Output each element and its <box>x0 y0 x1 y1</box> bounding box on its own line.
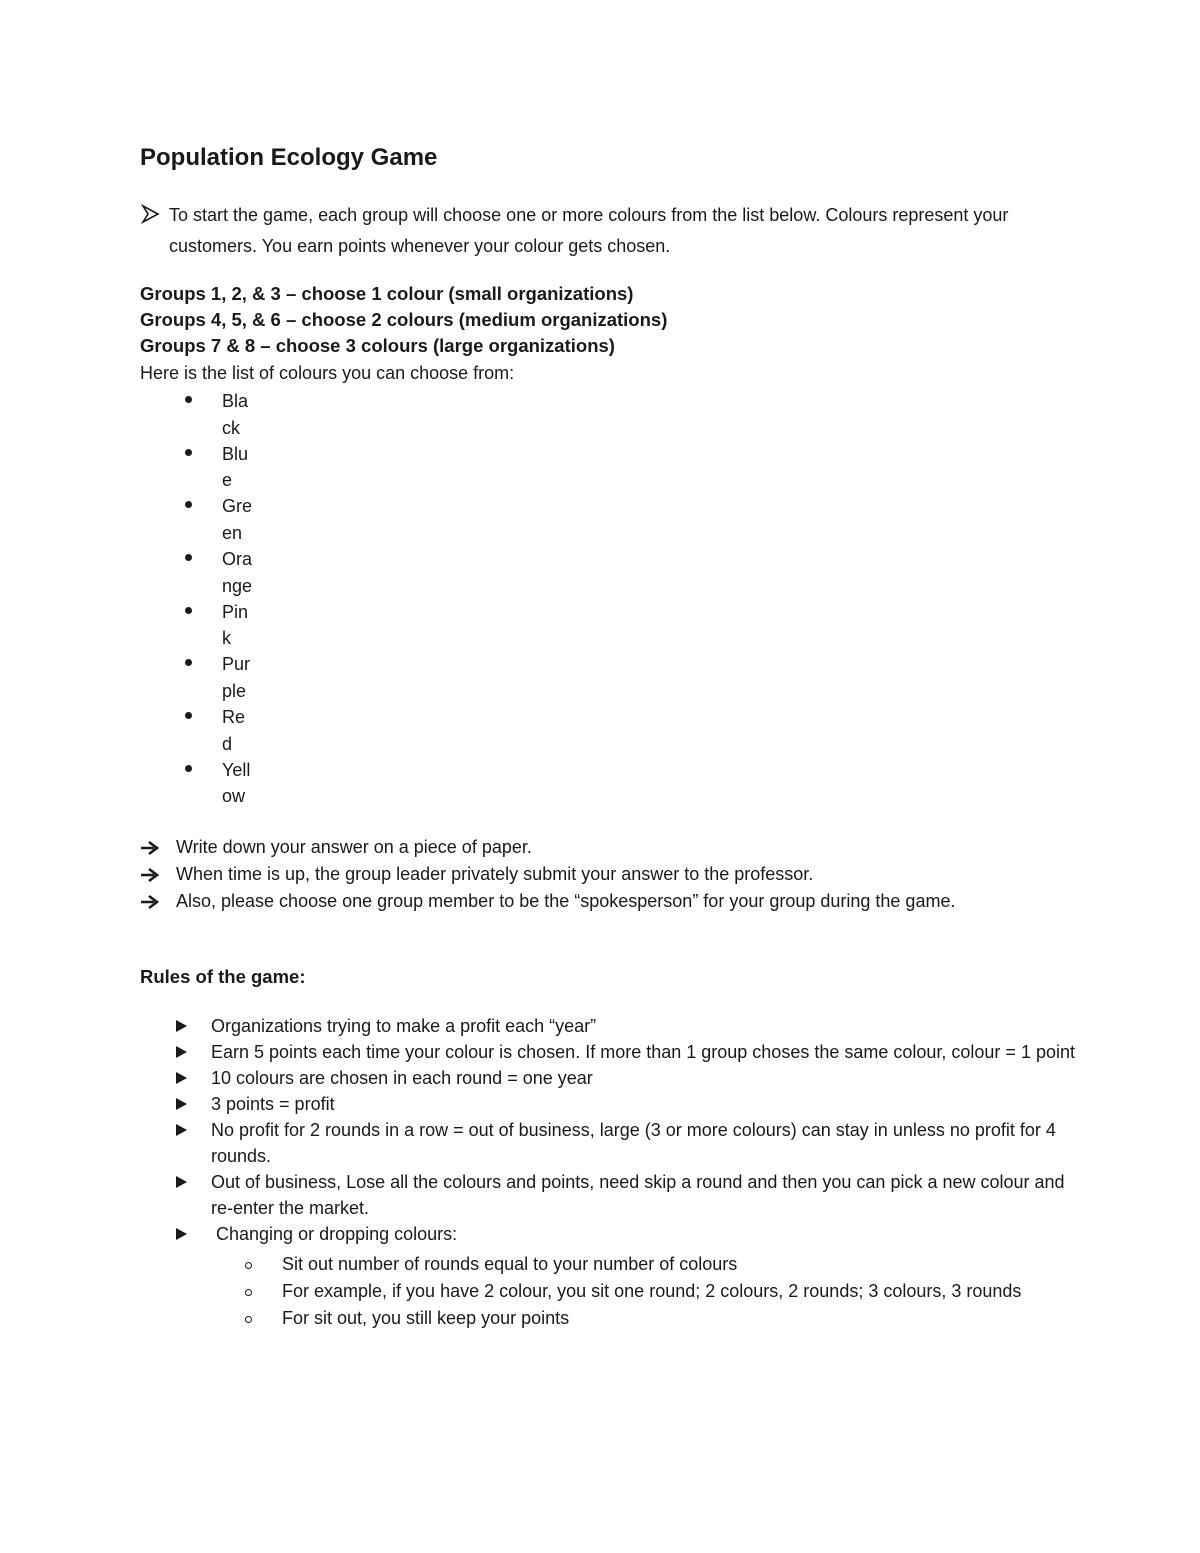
subrule-text: Sit out number of rounds equal to your number of colours <box>282 1254 738 1274</box>
color-name: Black <box>222 391 249 438</box>
rules-list <box>175 1013 1075 1332</box>
filled-dot-icon <box>185 607 192 614</box>
subrules-list <box>175 1251 1075 1331</box>
hollow-circle-icon <box>245 1316 252 1323</box>
hollow-circle-icon <box>245 1262 252 1269</box>
intro-paragraph <box>140 200 1080 262</box>
color-name: Purple <box>222 654 251 701</box>
rule-text: Changing or dropping colours: <box>211 1224 458 1244</box>
group-line: Groups 4, 5, & 6 – choose 2 colours (medium organizations) <box>140 309 668 330</box>
color-name: Blue <box>222 443 249 491</box>
rule-item <box>175 1065 1075 1091</box>
page-title: Population Ecology Game <box>140 144 438 171</box>
rule-text: 3 points = profit <box>211 1094 335 1114</box>
color-name: Red <box>222 707 246 754</box>
rule-text: 10 colours are chosen in each round = one year <box>211 1068 593 1088</box>
step-text: Also, please choose one group member to be the “spokesperson” for your group during the game. <box>176 891 956 911</box>
color-name: Yellow <box>222 759 251 807</box>
step-item <box>140 834 955 861</box>
filled-dot-icon <box>185 449 192 456</box>
step-text: When time is up, the group leader privately submit your answer to the professor. <box>176 864 814 884</box>
triangle-right-icon <box>175 1228 188 1240</box>
rule-item <box>175 1117 1075 1169</box>
filled-dot-icon <box>185 501 192 508</box>
triangle-right-icon <box>175 1124 188 1136</box>
subrule-item <box>175 1305 1075 1331</box>
rules-heading: Rules of the game: <box>140 966 306 987</box>
filled-dot-icon <box>185 712 192 719</box>
step-item <box>140 888 955 915</box>
rule-item <box>175 1013 1075 1039</box>
filled-dot-icon <box>185 659 192 666</box>
rule-text: Out of business, Lose all the colours and points, need skip a round and then you can pick a new colour and re-enter the market. <box>211 1172 1065 1218</box>
color-name: Pink <box>222 601 249 649</box>
subrule-text: For sit out, you still keep your points <box>282 1308 570 1328</box>
subrule-item <box>175 1251 1075 1277</box>
group-line: Groups 1, 2, & 3 – choose 1 colour (small organizations) <box>140 283 634 304</box>
subrule-item <box>175 1278 1075 1304</box>
instruction-steps <box>140 834 955 915</box>
intro-text: To start the game, each group will choose one or more colours from the list below. Colours represent your customers. You earn points whenever your colour gets chosen. <box>169 205 1009 256</box>
triangle-right-icon <box>175 1072 188 1084</box>
filled-dot-icon <box>185 396 192 403</box>
color-list-heading: Here is the list of colours you can choose from: <box>140 363 515 383</box>
right-arrow-icon <box>140 840 162 856</box>
rule-item <box>175 1091 1075 1117</box>
group-line: Groups 7 & 8 – choose 3 colours (large organizations) <box>140 335 615 356</box>
rule-item <box>175 1221 1075 1331</box>
rule-item <box>175 1039 1075 1065</box>
triangle-right-icon <box>175 1176 188 1188</box>
right-arrow-icon <box>140 894 162 910</box>
filled-dot-icon <box>185 765 192 772</box>
triangle-right-icon <box>175 1098 188 1110</box>
rule-text: Organizations trying to make a profit each “year” <box>211 1016 597 1036</box>
subrule-text: For example, if you have 2 colour, you sit one round; 2 colours, 2 rounds; 3 colours, 3 rounds <box>282 1281 1022 1301</box>
step-item <box>140 861 955 888</box>
step-text: Write down your answer on a piece of paper. <box>176 837 532 857</box>
arrowhead-outline-icon <box>140 204 162 224</box>
rule-text: No profit for 2 rounds in a row = out of business, large (3 or more colours) can stay in unless no profit for 4 rounds. <box>211 1120 1056 1166</box>
right-arrow-icon <box>140 867 162 883</box>
rule-item <box>175 1169 1075 1221</box>
hollow-circle-icon <box>245 1289 252 1296</box>
rule-text: Earn 5 points each time your colour is chosen. If more than 1 group choses the same colour, colour = 1 point <box>211 1042 1075 1062</box>
triangle-right-icon <box>175 1046 188 1058</box>
filled-dot-icon <box>185 554 192 561</box>
triangle-right-icon <box>175 1020 188 1032</box>
color-name: Orange <box>222 549 253 596</box>
color-name: Green <box>222 496 253 543</box>
group-assignments <box>140 281 667 359</box>
